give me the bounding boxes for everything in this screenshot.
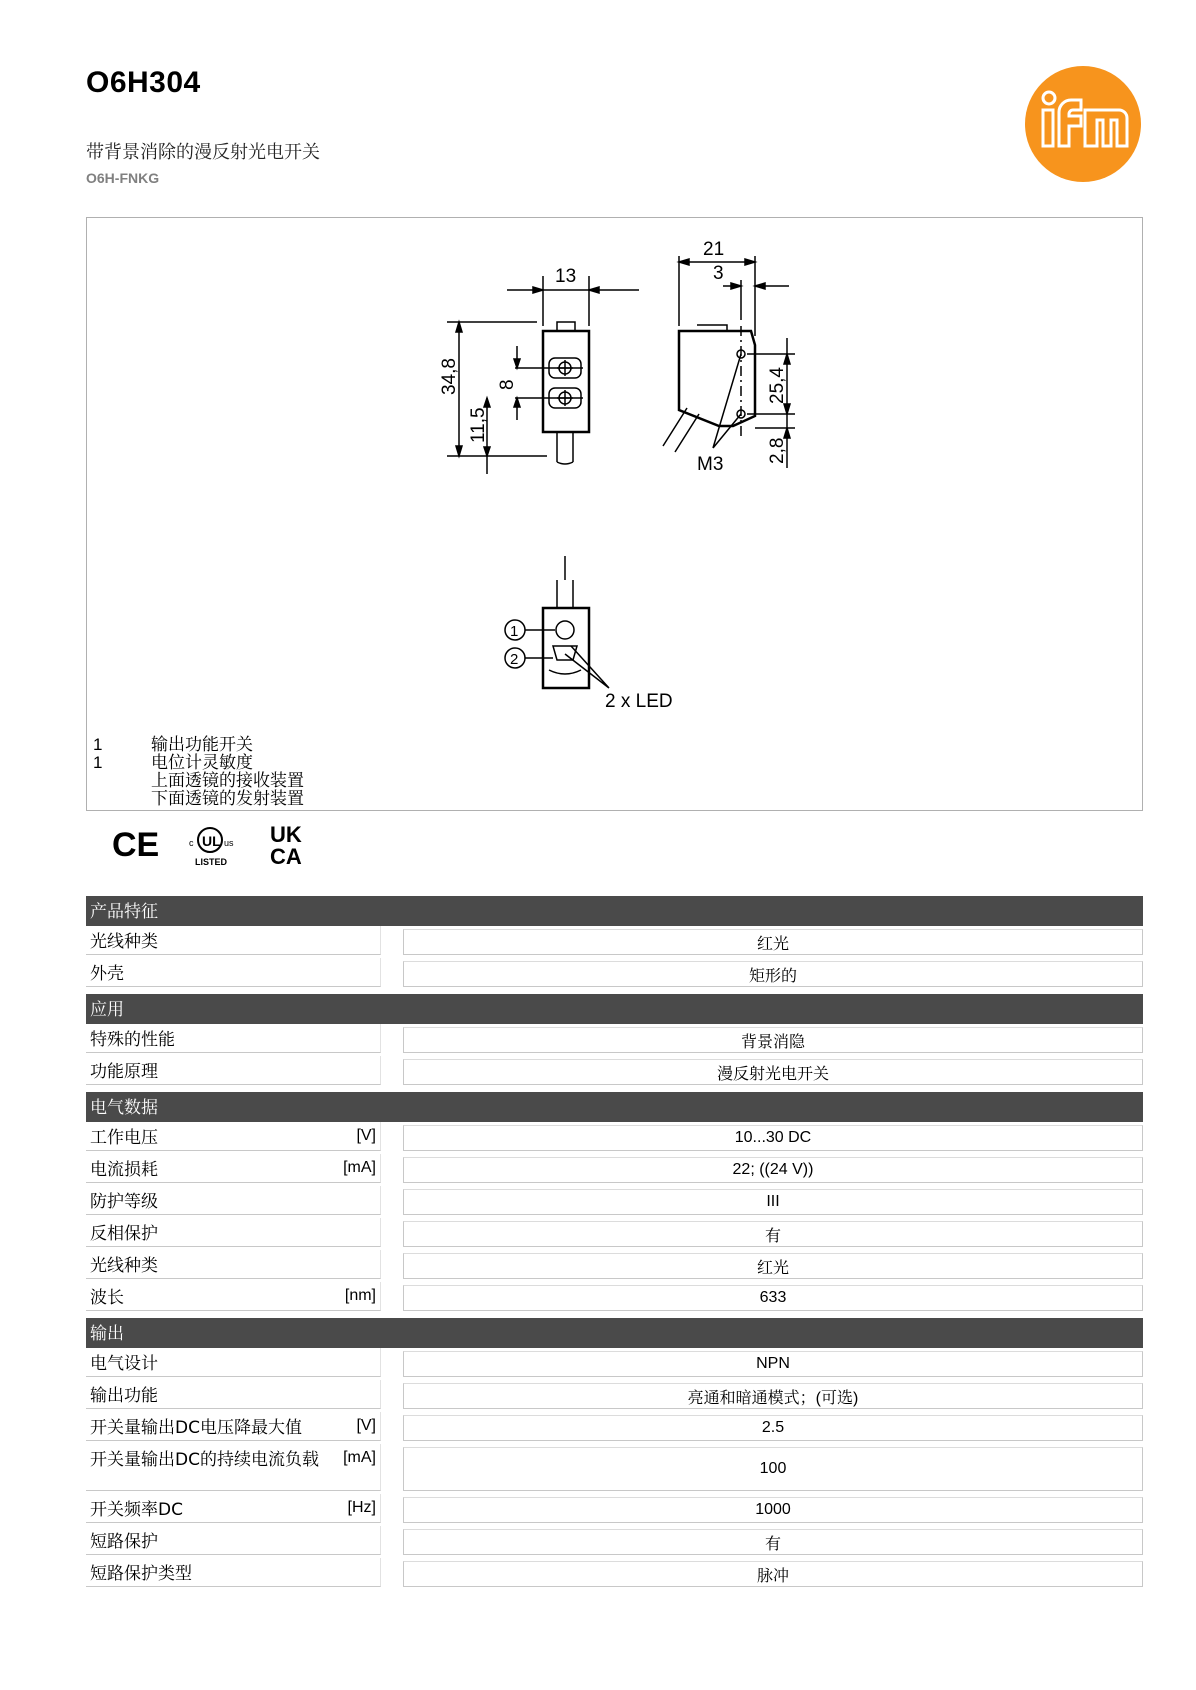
spec-table [86,896,1143,1590]
spec-row [86,1282,1143,1314]
spec-row [86,1526,1143,1558]
svg-text:us: us [224,838,234,848]
spec-row [86,1494,1143,1526]
svg-text:c: c [189,838,194,848]
ul-listed-mark [189,828,234,867]
dim-front-spacing: 8 [497,379,518,390]
spec-label: 波长 [90,1288,124,1308]
spec-value: 有 [403,1221,1143,1247]
svg-text:UL: UL [202,833,221,849]
spec-unit: [nm] [344,1287,376,1304]
led-label: 2 x LED [605,691,673,712]
spec-value: 矩形的 [403,961,1143,987]
spec-unit: [mA] [343,1449,376,1466]
spec-row [86,1024,1143,1056]
legend-item: 上面透镜的接收装置 [151,771,304,791]
spec-label: 反相保护 [90,1224,158,1244]
dim-side-spacing: 25,4 [767,367,788,404]
dim-front-height: 34,8 [439,358,460,395]
dim-side-offset: 3 [713,263,724,284]
section-header: 电气数据 [86,1092,1143,1122]
drawing-svg [87,218,1141,810]
spec-row [86,1348,1143,1380]
spec-row [86,958,1143,990]
certification-marks [110,820,330,870]
legend-item: 1 输出功能开关 [93,735,253,755]
spec-row [86,1380,1143,1412]
spec-value: 红光 [403,929,1143,955]
spec-row [86,1186,1143,1218]
spec-value: 有 [403,1529,1143,1555]
spec-label: 防护等级 [90,1192,158,1212]
spec-row [86,1122,1143,1154]
spec-label: 开关频率DC [90,1500,183,1520]
spec-label: 开关量输出DC电压降最大值 [90,1418,302,1438]
top-marker-1: 1 [510,623,519,640]
spec-row [86,1412,1143,1444]
spec-label: 开关量输出DC的持续电流负载 [90,1450,319,1470]
spec-row [86,1444,1143,1494]
spec-value: 2.5 [403,1415,1143,1441]
legend-item: 下面透镜的发射装置 [151,789,304,809]
dim-front-lower: 11,5 [468,407,489,443]
svg-text:CE: CE [112,826,160,864]
spec-value: 10...30 DC [403,1125,1143,1151]
spec-value: 亮通和暗通模式；(可选) [403,1383,1143,1409]
spec-value: 脉冲 [403,1561,1143,1587]
dim-front-width: 13 [555,266,577,287]
spec-label: 电气设计 [90,1354,158,1374]
spec-value: 1000 [403,1497,1143,1523]
top-marker-2: 2 [510,651,519,668]
spec-value: 红光 [403,1253,1143,1279]
ce-mark [112,826,159,864]
product-title: O6H304 [86,66,201,99]
spec-label: 外壳 [90,964,124,984]
spec-label: 输出功能 [90,1386,158,1406]
svg-text:CA: CA [270,844,302,869]
spec-label: 电流损耗 [90,1160,158,1180]
spec-value: NPN [403,1351,1143,1377]
spec-unit: [mA] [343,1159,376,1176]
legend-item: 1 电位计灵敏度 [93,753,253,773]
thread-label: M3 [697,454,724,475]
spec-label: 特殊的性能 [90,1030,175,1050]
spec-label: 光线种类 [90,932,158,952]
spec-value: 100 [403,1447,1143,1491]
spec-value: 22; ((24 V)) [403,1157,1143,1183]
spec-row [86,926,1143,958]
spec-label: 功能原理 [90,1062,158,1082]
spec-label: 短路保护 [90,1532,158,1552]
ifm-logo [1025,66,1141,182]
spec-label: 短路保护类型 [90,1564,192,1584]
section-header: 输出 [86,1318,1143,1348]
spec-value: 漫反射光电开关 [403,1059,1143,1085]
spec-unit: [V] [356,1127,376,1144]
spec-label: 工作电压 [90,1128,158,1148]
product-subtitle: 带背景消除的漫反射光电开关 [86,142,320,163]
spec-row [86,1154,1143,1186]
section-header: 应用 [86,994,1143,1024]
section-header: 产品特征 [86,896,1143,926]
spec-row [86,1250,1143,1282]
dim-side-lower: 2,8 [767,437,788,464]
spec-value: 背景消隐 [403,1027,1143,1053]
spec-value: III [403,1189,1143,1215]
spec-row [86,1056,1143,1088]
svg-text:UK: UK [270,822,302,847]
spec-value: 633 [403,1285,1143,1311]
spec-label: 光线种类 [90,1256,158,1276]
svg-text:LISTED: LISTED [195,857,228,867]
spec-unit: [Hz] [347,1499,376,1516]
product-code: O6H-FNKG [86,170,160,186]
spec-row [86,1558,1143,1590]
legend [93,736,304,808]
dimension-drawing [86,217,1143,811]
spec-row [86,1218,1143,1250]
dim-side-width: 21 [703,239,725,260]
spec-unit: [V] [356,1417,376,1434]
ukca-mark [270,822,302,869]
